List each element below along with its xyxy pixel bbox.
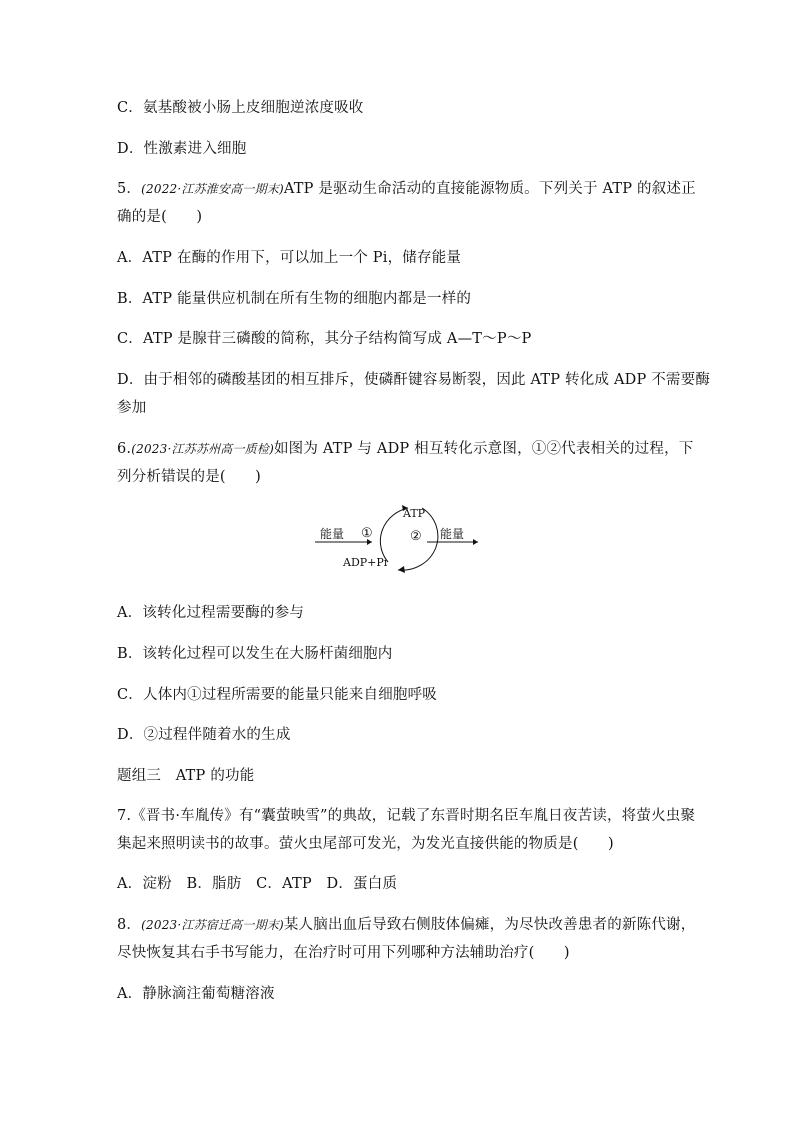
q5-option-d: D．由于相邻的磷酸基团的相互排斥，使磷酐键容易断裂，因此 ATP 转化成 ADP 不需要酶 bbox=[117, 372, 711, 388]
q4-option-c: C．氨基酸被小肠上皮细胞逆浓度吸收 bbox=[117, 100, 364, 116]
q5-option-c: C．ATP 是腺苷三磷酸的简称，其分子结构简写成 A—T～P～P bbox=[117, 331, 532, 347]
cycle-arrowhead-bottom bbox=[398, 566, 405, 573]
q7-options: A．淀粉 B．脂肪 C．ATP D．蛋白质 bbox=[117, 876, 398, 892]
atp-label: ATP bbox=[403, 507, 426, 520]
q8-source: (2023·江苏宿迁高一期末) bbox=[141, 918, 284, 932]
q5-option-a: A．ATP 在酶的作用下，可以加上一个 Pi，储存能量 bbox=[117, 250, 462, 266]
q8-text: 某人脑出血后导致右侧肢体偏瘫，为尽快改善患者的新陈代谢， bbox=[283, 917, 696, 933]
step-1-label: ① bbox=[361, 526, 373, 541]
q5-option-d-2: 参加 bbox=[117, 400, 147, 416]
q6-stem bbox=[117, 437, 693, 458]
q6-option-a: A．该转化过程需要酶的参与 bbox=[117, 605, 305, 621]
q5-option-b: B．ATP 能量供应机制在所有生物的细胞内都是一样的 bbox=[117, 291, 472, 307]
q7-stem-2: 集起来照明读书的故事。萤火虫尾部可发光，为发光直接供能的物质是( ) bbox=[117, 836, 614, 852]
q8-option-a: A．静脉滴注葡萄糖溶液 bbox=[117, 986, 275, 1002]
section-heading: 题组三 ATP 的功能 bbox=[117, 768, 255, 784]
q5-source: (2022·江苏淮安高一期末) bbox=[141, 182, 284, 196]
q6-source: (2023·江苏苏州高一质检) bbox=[131, 442, 274, 456]
step-2-label: ② bbox=[410, 529, 422, 544]
energy-in-label: 能量 bbox=[320, 527, 345, 541]
q7-stem: 7.《晋书·车胤传》有“囊萤映雪”的典故，记载了东晋时期名臣车胤日夜苦读，将萤火虫聚 bbox=[117, 808, 696, 824]
q6-number: 6. bbox=[117, 441, 132, 457]
q6-option-d: D．②过程伴随着水的生成 bbox=[117, 727, 291, 743]
q8-stem-2: 尽快恢复其右手书写能力，在治疗时可用下列哪种方法辅助治疗( ) bbox=[117, 945, 570, 961]
q8-number: 8． bbox=[117, 917, 142, 933]
q6-text: 如图为 ATP 与 ADP 相互转化示意图，①②代表相关的过程，下 bbox=[273, 441, 694, 457]
q4-option-d: D．性激素进入细胞 bbox=[117, 141, 247, 157]
q6-option-b: B．该转化过程可以发生在大肠杆菌细胞内 bbox=[117, 646, 393, 662]
q6-option-c: C．人体内①过程所需要的能量只能来自细胞呼吸 bbox=[117, 687, 437, 703]
energy-out-label: 能量 bbox=[440, 527, 465, 541]
q6-stem-2: 列分析错误的是( ) bbox=[117, 469, 262, 485]
energy-out-arrowhead bbox=[473, 539, 478, 545]
q5-number: 5． bbox=[117, 181, 142, 197]
q8-stem bbox=[117, 913, 695, 934]
adp-label: ADP+Pi bbox=[343, 556, 388, 569]
q5-stem bbox=[117, 177, 696, 198]
atp-adp-cycle-diagram bbox=[310, 500, 490, 582]
q5-text: ATP 是驱动生命活动的直接能源物质。下列关于 ATP 的叙述正 bbox=[283, 181, 696, 197]
q5-stem-2: 确的是( ) bbox=[117, 209, 203, 225]
